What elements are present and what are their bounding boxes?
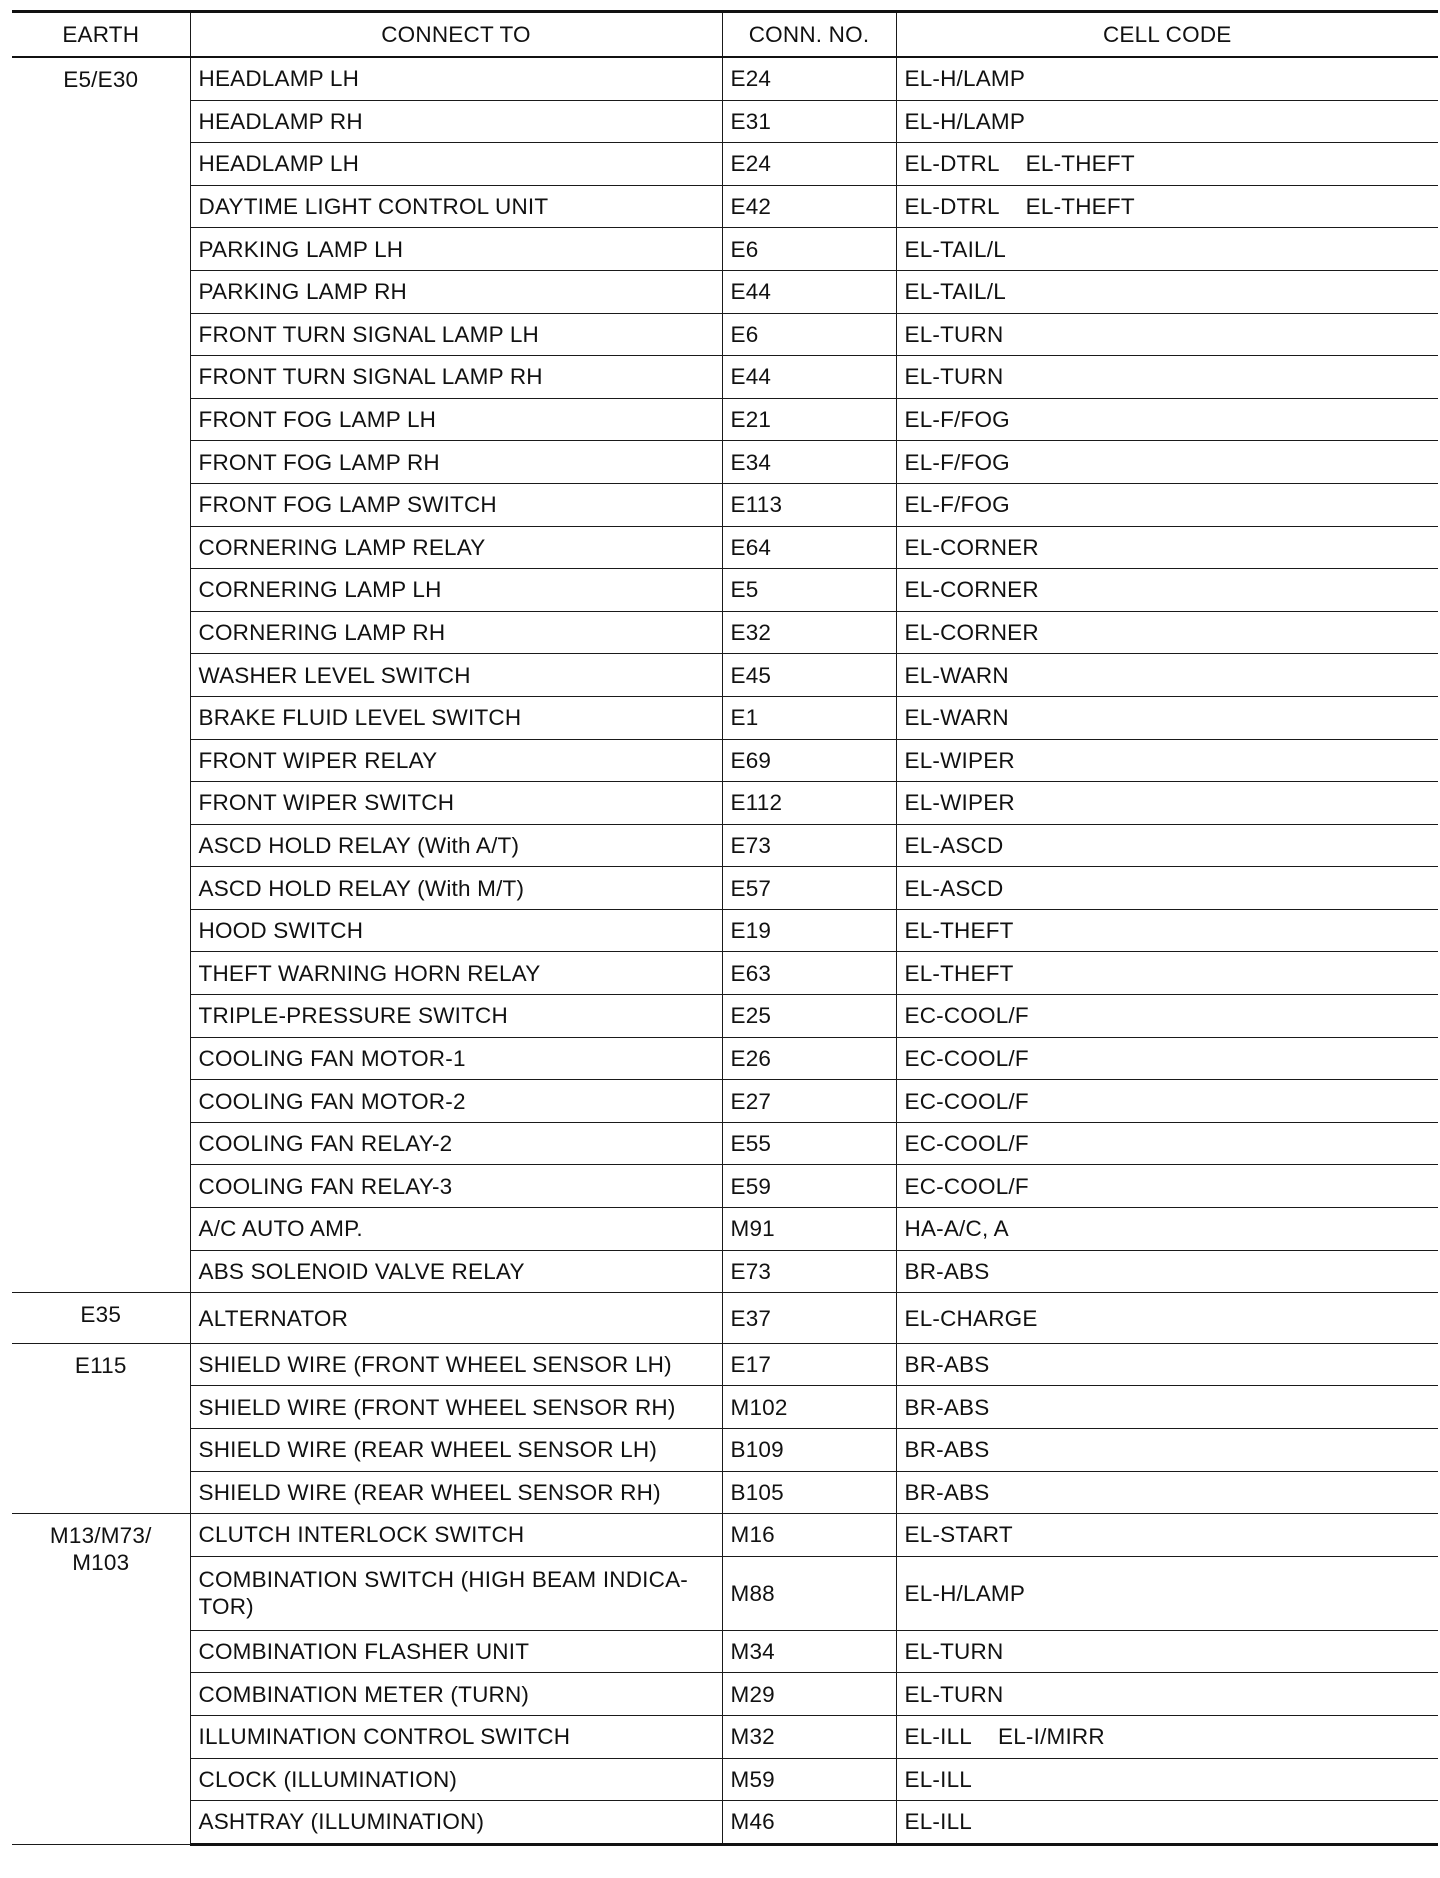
connect-to-cell: SHIELD WIRE (REAR WHEEL SENSOR RH) xyxy=(190,1471,722,1514)
connect-to-cell: COOLING FAN RELAY-3 xyxy=(190,1165,722,1208)
cell-code-cell xyxy=(896,696,1438,739)
table-row xyxy=(12,1343,1438,1386)
cell-code-value: EL-ASCD xyxy=(904,832,1004,858)
conn-no-cell: M91 xyxy=(722,1208,896,1251)
table-row xyxy=(12,57,1438,100)
cell-code-cell xyxy=(896,654,1438,697)
table-body xyxy=(12,57,1438,1844)
table-row xyxy=(12,1293,1438,1344)
cell-code-value: EL-THEFT xyxy=(904,960,1014,986)
cell-code-value: EL-THEFT xyxy=(1025,194,1135,220)
cell-code-value: EL-WIPER xyxy=(904,790,1015,816)
conn-no-cell: E69 xyxy=(722,739,896,782)
conn-no-cell: E44 xyxy=(722,270,896,313)
cell-code-cell xyxy=(896,270,1438,313)
conn-no-cell: E32 xyxy=(722,611,896,654)
connect-to-cell: FRONT FOG LAMP LH xyxy=(190,398,722,441)
cell-code-cell xyxy=(896,313,1438,356)
cell-code-value: EL-H/LAMP xyxy=(904,1580,1026,1606)
conn-no-cell: E5 xyxy=(722,569,896,612)
conn-no-cell: E63 xyxy=(722,952,896,995)
table-row xyxy=(12,1037,1438,1080)
table-row xyxy=(12,313,1438,356)
cell-code-cell xyxy=(896,1673,1438,1716)
connect-to-cell: PARKING LAMP LH xyxy=(190,228,722,271)
conn-no-cell: M29 xyxy=(722,1673,896,1716)
connect-to-cell: WASHER LEVEL SWITCH xyxy=(190,654,722,697)
cell-code-cell xyxy=(896,1630,1438,1673)
table-row xyxy=(12,1208,1438,1251)
conn-no-cell: E31 xyxy=(722,100,896,143)
connect-to-cell: CORNERING LAMP RELAY xyxy=(190,526,722,569)
table-row xyxy=(12,1630,1438,1673)
cell-code-value: EL-H/LAMP xyxy=(904,108,1026,134)
conn-no-cell: E21 xyxy=(722,398,896,441)
cell-code-cell xyxy=(896,526,1438,569)
cell-code-cell xyxy=(896,441,1438,484)
table-row xyxy=(12,569,1438,612)
cell-code-cell xyxy=(896,1514,1438,1557)
cell-code-cell xyxy=(896,1715,1438,1758)
conn-no-cell: E113 xyxy=(722,483,896,526)
connect-to-cell: ASCD HOLD RELAY (With M/T) xyxy=(190,867,722,910)
cell-code-value: EL-WIPER xyxy=(904,747,1015,773)
cell-code-value: EL-CORNER xyxy=(904,577,1039,603)
cell-code-cell xyxy=(896,1208,1438,1251)
conn-no-cell: E24 xyxy=(722,57,896,100)
cell-code-cell xyxy=(896,57,1438,100)
table-row xyxy=(12,1471,1438,1514)
connect-to-cell: A/C AUTO AMP. xyxy=(190,1208,722,1251)
earth-point-cell: M13/M73/ M103 xyxy=(12,1514,190,1845)
cell-code-value: EC-COOL/F xyxy=(904,1173,1029,1199)
connect-to-cell: FRONT FOG LAMP RH xyxy=(190,441,722,484)
table-row xyxy=(12,1514,1438,1557)
conn-no-cell: E17 xyxy=(722,1343,896,1386)
cell-code-cell xyxy=(896,398,1438,441)
table-row xyxy=(12,100,1438,143)
cell-code-cell xyxy=(896,569,1438,612)
connect-to-cell: COMBINATION FLASHER UNIT xyxy=(190,1630,722,1673)
connect-to-cell: HOOD SWITCH xyxy=(190,909,722,952)
cell-code-cell xyxy=(896,1165,1438,1208)
connect-to-cell: CORNERING LAMP LH xyxy=(190,569,722,612)
table-row xyxy=(12,1758,1438,1801)
connect-to-cell: ASHTRAY (ILLUMINATION) xyxy=(190,1801,722,1845)
table-row xyxy=(12,952,1438,995)
cell-code-cell xyxy=(896,1122,1438,1165)
cell-code-cell xyxy=(896,185,1438,228)
cell-code-value: EL-ILL xyxy=(904,1809,972,1835)
connect-to-cell: FRONT WIPER SWITCH xyxy=(190,782,722,825)
connect-to-cell: PARKING LAMP RH xyxy=(190,270,722,313)
conn-no-cell: E59 xyxy=(722,1165,896,1208)
conn-no-cell: E24 xyxy=(722,143,896,186)
connect-to-cell: ILLUMINATION CONTROL SWITCH xyxy=(190,1715,722,1758)
cell-code-value: EL-CORNER xyxy=(904,534,1039,560)
cell-code-cell xyxy=(896,1343,1438,1386)
conn-no-cell: M88 xyxy=(722,1556,896,1630)
cell-code-value: BR-ABS xyxy=(904,1479,990,1505)
conn-no-cell: B105 xyxy=(722,1471,896,1514)
cell-code-value: EC-COOL/F xyxy=(904,1088,1029,1114)
conn-no-cell: M16 xyxy=(722,1514,896,1557)
table-row xyxy=(12,611,1438,654)
conn-no-cell: E45 xyxy=(722,654,896,697)
conn-no-cell: E37 xyxy=(722,1293,896,1344)
conn-no-cell: E44 xyxy=(722,356,896,399)
cell-code-value: EL-THEFT xyxy=(904,918,1014,944)
conn-no-cell: E57 xyxy=(722,867,896,910)
table-row xyxy=(12,696,1438,739)
table-row xyxy=(12,356,1438,399)
table-row xyxy=(12,1673,1438,1716)
connect-to-cell: HEADLAMP LH xyxy=(190,57,722,100)
connect-to-cell: ABS SOLENOID VALVE RELAY xyxy=(190,1250,722,1293)
cell-code-cell xyxy=(896,952,1438,995)
connect-to-cell: ALTERNATOR xyxy=(190,1293,722,1344)
cell-code-value: EL-F/FOG xyxy=(904,407,1010,433)
cell-code-cell xyxy=(896,483,1438,526)
cell-code-cell xyxy=(896,143,1438,186)
cell-code-cell xyxy=(896,100,1438,143)
connect-to-cell: COOLING FAN MOTOR-2 xyxy=(190,1080,722,1123)
header-conn-no: CONN. NO. xyxy=(722,12,896,58)
cell-code-cell xyxy=(896,356,1438,399)
table-row xyxy=(12,228,1438,271)
connect-to-cell: FRONT FOG LAMP SWITCH xyxy=(190,483,722,526)
earth-point-cell: E35 xyxy=(12,1293,190,1344)
table-row xyxy=(12,1429,1438,1472)
table-row xyxy=(12,995,1438,1038)
cell-code-cell xyxy=(896,1080,1438,1123)
cell-code-cell xyxy=(896,1556,1438,1630)
cell-code-value: BR-ABS xyxy=(904,1352,990,1378)
cell-code-value: EL-ASCD xyxy=(904,875,1004,901)
table-row xyxy=(12,1122,1438,1165)
conn-no-cell: M34 xyxy=(722,1630,896,1673)
conn-no-cell: M59 xyxy=(722,1758,896,1801)
connect-to-cell: SHIELD WIRE (REAR WHEEL SENSOR LH) xyxy=(190,1429,722,1472)
conn-no-cell: M102 xyxy=(722,1386,896,1429)
header-cell-code: CELL CODE xyxy=(896,12,1438,58)
table-row xyxy=(12,824,1438,867)
conn-no-cell: E55 xyxy=(722,1122,896,1165)
cell-code-cell xyxy=(896,995,1438,1038)
cell-code-value: EL-TAIL/L xyxy=(904,279,1006,305)
cell-code-value: EL-ILL xyxy=(904,1724,972,1750)
cell-code-value: BR-ABS xyxy=(904,1437,990,1463)
cell-code-value: HA-A/C, A xyxy=(904,1216,1009,1242)
cell-code-cell xyxy=(896,824,1438,867)
table-row xyxy=(12,654,1438,697)
cell-code-value: EC-COOL/F xyxy=(904,1131,1029,1157)
connect-to-cell: BRAKE FLUID LEVEL SWITCH xyxy=(190,696,722,739)
connect-to-cell: CLOCK (ILLUMINATION) xyxy=(190,1758,722,1801)
connect-to-cell: FRONT TURN SIGNAL LAMP LH xyxy=(190,313,722,356)
cell-code-value: EL-THEFT xyxy=(1025,151,1135,177)
cell-code-value: EL-ILL xyxy=(904,1766,972,1792)
cell-code-value: EL-WARN xyxy=(904,662,1009,688)
cell-code-cell xyxy=(896,1293,1438,1344)
connect-to-cell: HEADLAMP RH xyxy=(190,100,722,143)
connect-to-cell: COOLING FAN RELAY-2 xyxy=(190,1122,722,1165)
cell-code-value: EC-COOL/F xyxy=(904,1003,1029,1029)
cell-code-value: EL-F/FOG xyxy=(904,449,1010,475)
connect-to-cell: SHIELD WIRE (FRONT WHEEL SENSOR RH) xyxy=(190,1386,722,1429)
earth-connection-table xyxy=(12,10,1438,1846)
cell-code-value: EL-TURN xyxy=(904,364,1004,390)
cell-code-value: EL-F/FOG xyxy=(904,492,1010,518)
cell-code-value: EC-COOL/F xyxy=(904,1045,1029,1071)
conn-no-cell: E42 xyxy=(722,185,896,228)
conn-no-cell: E6 xyxy=(722,228,896,271)
conn-no-cell: E34 xyxy=(722,441,896,484)
cell-code-cell xyxy=(896,228,1438,271)
table-row xyxy=(12,1080,1438,1123)
cell-code-cell xyxy=(896,782,1438,825)
cell-code-cell xyxy=(896,1801,1438,1845)
table-row xyxy=(12,1801,1438,1845)
earth-point-cell: E5/E30 xyxy=(12,57,190,1293)
connect-to-cell: DAYTIME LIGHT CONTROL UNIT xyxy=(190,185,722,228)
table-row xyxy=(12,1250,1438,1293)
connect-to-cell: FRONT WIPER RELAY xyxy=(190,739,722,782)
header-row xyxy=(12,12,1438,58)
table-row xyxy=(12,1556,1438,1630)
conn-no-cell: M46 xyxy=(722,1801,896,1845)
conn-no-cell: E112 xyxy=(722,782,896,825)
cell-code-value: EL-H/LAMP xyxy=(904,66,1026,92)
conn-no-cell: E6 xyxy=(722,313,896,356)
connect-to-cell: CORNERING LAMP RH xyxy=(190,611,722,654)
cell-code-value: EL-DTRL xyxy=(904,194,1000,220)
table-header xyxy=(12,12,1438,58)
cell-code-cell xyxy=(896,909,1438,952)
cell-code-cell xyxy=(896,1471,1438,1514)
table-row xyxy=(12,441,1438,484)
cell-code-cell xyxy=(896,1250,1438,1293)
table-row xyxy=(12,143,1438,186)
conn-no-cell: E27 xyxy=(722,1080,896,1123)
conn-no-cell: E64 xyxy=(722,526,896,569)
connect-to-cell: FRONT TURN SIGNAL LAMP RH xyxy=(190,356,722,399)
table-row xyxy=(12,739,1438,782)
cell-code-cell xyxy=(896,1037,1438,1080)
conn-no-cell: E25 xyxy=(722,995,896,1038)
conn-no-cell: E73 xyxy=(722,1250,896,1293)
table-row xyxy=(12,526,1438,569)
cell-code-value: EL-TURN xyxy=(904,321,1004,347)
cell-code-value: BR-ABS xyxy=(904,1394,990,1420)
table-row xyxy=(12,398,1438,441)
cell-code-value: EL-TURN xyxy=(904,1681,1004,1707)
conn-no-cell: M32 xyxy=(722,1715,896,1758)
conn-no-cell: B109 xyxy=(722,1429,896,1472)
connect-to-cell: ASCD HOLD RELAY (With A/T) xyxy=(190,824,722,867)
conn-no-cell: E19 xyxy=(722,909,896,952)
cell-code-cell xyxy=(896,1758,1438,1801)
cell-code-cell xyxy=(896,867,1438,910)
conn-no-cell: E26 xyxy=(722,1037,896,1080)
connect-to-cell: HEADLAMP LH xyxy=(190,143,722,186)
connect-to-cell: TRIPLE-PRESSURE SWITCH xyxy=(190,995,722,1038)
cell-code-cell xyxy=(896,739,1438,782)
cell-code-value: EL-CHARGE xyxy=(904,1305,1038,1331)
header-connect-to: CONNECT TO xyxy=(190,12,722,58)
table-row xyxy=(12,867,1438,910)
table-row xyxy=(12,483,1438,526)
connect-to-cell: CLUTCH INTERLOCK SWITCH xyxy=(190,1514,722,1557)
cell-code-value: EL-DTRL xyxy=(904,151,1000,177)
cell-code-value: EL-WARN xyxy=(904,705,1009,731)
table-row xyxy=(12,185,1438,228)
earth-point-cell: E115 xyxy=(12,1343,190,1513)
cell-code-cell xyxy=(896,1429,1438,1472)
table-row xyxy=(12,782,1438,825)
cell-code-cell xyxy=(896,611,1438,654)
table-row xyxy=(12,1386,1438,1429)
table-row xyxy=(12,1165,1438,1208)
cell-code-value: BR-ABS xyxy=(904,1258,990,1284)
cell-code-value: EL-I/MIRR xyxy=(998,1724,1105,1750)
header-earth: EARTH xyxy=(12,12,190,58)
connect-to-cell: THEFT WARNING HORN RELAY xyxy=(190,952,722,995)
connect-to-cell: COOLING FAN MOTOR-1 xyxy=(190,1037,722,1080)
table-row xyxy=(12,270,1438,313)
cell-code-value: EL-TAIL/L xyxy=(904,236,1006,262)
cell-code-value: EL-CORNER xyxy=(904,620,1039,646)
cell-code-value: EL-START xyxy=(904,1522,1013,1548)
cell-code-value: EL-TURN xyxy=(904,1639,1004,1665)
connect-to-cell: SHIELD WIRE (FRONT WHEEL SENSOR LH) xyxy=(190,1343,722,1386)
conn-no-cell: E1 xyxy=(722,696,896,739)
conn-no-cell: E73 xyxy=(722,824,896,867)
table-row xyxy=(12,909,1438,952)
table-row xyxy=(12,1715,1438,1758)
cell-code-cell xyxy=(896,1386,1438,1429)
connect-to-cell: COMBINATION METER (TURN) xyxy=(190,1673,722,1716)
connect-to-cell: COMBINATION SWITCH (HIGH BEAM INDICA- TOR) xyxy=(190,1556,722,1630)
